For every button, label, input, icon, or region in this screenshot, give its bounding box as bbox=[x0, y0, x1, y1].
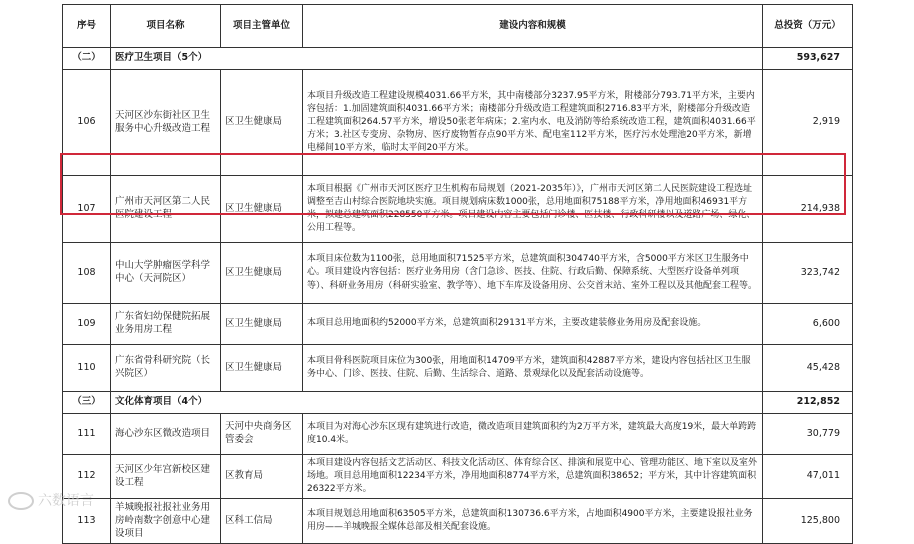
row-content: 本项目根据《广州市天河区医疗卫生机构布局规划（2021-2035年）》，广州市天河区第二人民医院建设工程选址调整至吉山村综合医院地块实施。项目规划病床数1000张，总用地面积75188平方米，净用地面积46931平方米，拟建总建筑面积228550平方米。项目建设内容主要包括门诊楼、医技楼、行政科研楼以及道路广场、绿化、公用工程等。 bbox=[303, 176, 763, 243]
header-dept: 项目主管单位 bbox=[221, 5, 303, 48]
row-content: 本项目骨科医院项目床位为300张，用地面积14709平方米，建筑面积42887平方米，建设内容包括社区卫生服务中心、门诊、医技、住院、后勤、生活综合、道路、景观绿化以及配套活动设施等。 bbox=[303, 345, 763, 392]
row-no: 106 bbox=[63, 70, 111, 176]
section-row-medical bbox=[63, 48, 853, 70]
table-row bbox=[63, 176, 853, 243]
header-invest: 总投资（万元） bbox=[763, 5, 853, 48]
row-dept: 区卫生健康局 bbox=[221, 70, 303, 176]
row-name: 海心沙东区微改造项目 bbox=[111, 414, 221, 455]
row-content: 本项目规划总用地面积63505平方米，总建筑面积130736.6平方米，占地面积4900平方米，主要建设报社业务用房——羊城晚报全媒体总部及相关配套设施。 bbox=[303, 499, 763, 544]
section-invest: 212,852 bbox=[763, 392, 853, 414]
row-dept: 区卫生健康局 bbox=[221, 345, 303, 392]
row-no: 108 bbox=[63, 243, 111, 304]
row-name: 中山大学肿瘤医学科学中心（天河院区） bbox=[111, 243, 221, 304]
section-no: （三） bbox=[63, 392, 111, 414]
header-content: 建设内容和规模 bbox=[303, 5, 763, 48]
row-dept: 区卫生健康局 bbox=[221, 243, 303, 304]
row-dept: 区卫生健康局 bbox=[221, 176, 303, 243]
row-content: 本项目建设内容包括文艺活动区、科技文化活动区、体育综合区、排演和展览中心、管理功能区、地下室以及室外场地。项目总用地面积12234平方米，净用地面积8774平方米，总建筑面积38652；平方米，其中计容建筑面积26322平方米。 bbox=[303, 455, 763, 499]
row-no: 112 bbox=[63, 455, 111, 499]
table-row bbox=[63, 70, 853, 176]
row-name: 天河区少年宫新校区建设工程 bbox=[111, 455, 221, 499]
watermark-text: 六数语言 bbox=[38, 493, 94, 509]
row-invest: 30,779 bbox=[763, 414, 853, 455]
row-name: 广东省骨科研究院（长兴院区） bbox=[111, 345, 221, 392]
section-name: 文化体育项目（4个） bbox=[111, 392, 763, 414]
row-no: 109 bbox=[63, 304, 111, 345]
table-row bbox=[63, 304, 853, 345]
row-dept: 区卫生健康局 bbox=[221, 304, 303, 345]
row-no: 107 bbox=[63, 176, 111, 243]
row-name: 天河区沙东街社区卫生服务中心升级改造工程 bbox=[111, 70, 221, 176]
table-row bbox=[63, 345, 853, 392]
project-table bbox=[62, 4, 853, 544]
row-name: 羊城晚报社报社业务用房岭南数字创意中心建设项目 bbox=[111, 499, 221, 544]
row-invest: 214,938 bbox=[763, 176, 853, 243]
row-invest: 6,600 bbox=[763, 304, 853, 345]
table-row bbox=[63, 499, 853, 544]
row-invest: 45,428 bbox=[763, 345, 853, 392]
row-no: 111 bbox=[63, 414, 111, 455]
table-header-row bbox=[63, 5, 853, 48]
row-no: 113 bbox=[63, 499, 111, 544]
header-name: 项目名称 bbox=[111, 5, 221, 48]
row-content: 本项目床位数为1100张，总用地面积71525平方米，总建筑面积304740平方米，含5000平方米区卫生服务中心。项目建设内容包括：医疗业务用房（含门急诊、医技、住院、行政后勤、保障系统、大型医疗设备单列项等）、科研业务用房（科研实验室、教学等）、地下车库及设备用房、公交首末站、室外工程以及其他配套工程等。 bbox=[303, 243, 763, 304]
row-dept: 区教育局 bbox=[221, 455, 303, 499]
section-name: 医疗卫生项目（5个） bbox=[111, 48, 763, 70]
section-invest: 593,627 bbox=[763, 48, 853, 70]
row-no: 110 bbox=[63, 345, 111, 392]
row-content: 本项目总用地面积约52000平方米，总建筑面积29131平方米，主要改建装修业务用房及配套设施。 bbox=[303, 304, 763, 345]
table-row bbox=[63, 414, 853, 455]
row-name: 广州市天河区第二人民医院建设工程 bbox=[111, 176, 221, 243]
row-invest: 47,011 bbox=[763, 455, 853, 499]
watermark-logo-icon bbox=[8, 492, 34, 510]
row-invest: 125,800 bbox=[763, 499, 853, 544]
table-row bbox=[63, 455, 853, 499]
row-invest: 323,742 bbox=[763, 243, 853, 304]
row-invest: 2,919 bbox=[763, 70, 853, 176]
row-dept: 区科工信局 bbox=[221, 499, 303, 544]
row-dept: 天河中央商务区管委会 bbox=[221, 414, 303, 455]
table-row bbox=[63, 243, 853, 304]
row-content: 本项目升级改造工程建设规模4031.66平方米，其中南楼部分3237.95平方米，附楼部分793.71平方米，主要内容包括：1.加固建筑面积4031.66平方米；南楼部分升级改造工程建筑面积2716.83平方米，附楼部分升级改造工程建筑面积264.57平方米，增设50张老年病床；2.室内水、电及消防等给系统改造工程，建筑面积4031.66平方米；3.社区专变房、杂物房、医疗废物暂存点90平方米、配电室112平方米，医疗污水处理池20平方米，新增电梯间10平方米，临时太平间20平方米。 bbox=[303, 70, 763, 176]
section-row-culture bbox=[63, 392, 853, 414]
row-content: 本项目为对海心沙东区现有建筑进行改造，微改造项目建筑面积约为2万平方米，建筑最大高度19米，最大单跨跨度10.4米。 bbox=[303, 414, 763, 455]
watermark bbox=[8, 490, 94, 510]
header-no: 序号 bbox=[63, 5, 111, 48]
row-name: 广东省妇幼保健院拓展业务用房工程 bbox=[111, 304, 221, 345]
section-no: （二） bbox=[63, 48, 111, 70]
